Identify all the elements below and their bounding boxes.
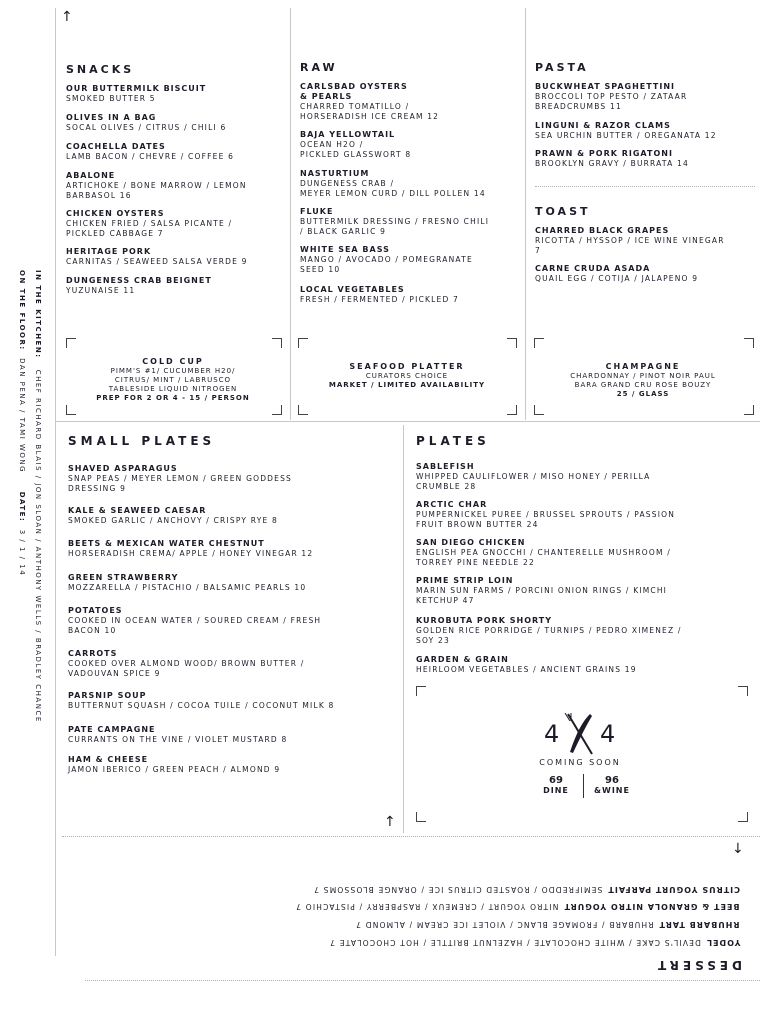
box-line: BARA GRAND CRU ROSE BOUZY [574, 381, 712, 389]
logo [540, 712, 620, 756]
box-title: CHAMPAGNE [605, 362, 681, 371]
menu-item [68, 725, 287, 745]
item-desc: BARBASOL 16 [66, 191, 132, 200]
divider [535, 186, 755, 187]
item-name: CITRUS YOGURT PARFAIT [607, 885, 740, 894]
item-desc: COOKED OVER ALMOND WOOD/ BROWN BUTTER / [68, 659, 305, 668]
divider [403, 425, 404, 833]
item-desc: SMOKED BUTTER 5 [66, 94, 156, 103]
item-desc: / BLACK GARLIC 9 [300, 227, 387, 236]
promo-left-num: 69 [549, 775, 563, 786]
box-price: 25 / GLASS [616, 390, 670, 398]
item-desc: SOY 23 [416, 636, 450, 645]
item-desc: KETCHUP 47 [416, 596, 475, 605]
item-desc: BREADCRUMBS 11 [535, 102, 622, 111]
menu-item [300, 130, 411, 160]
menu-item [300, 169, 486, 199]
divider [290, 8, 291, 420]
item-name: PRIME STRIP LOIN [416, 576, 514, 585]
item-name: CHARRED BLACK GRAPES [535, 226, 670, 235]
divider [85, 980, 760, 981]
fork-knife-icon [562, 712, 598, 756]
item-name: CARLSBAD OYSTERS [300, 82, 408, 91]
menu-item [68, 573, 306, 593]
frame-corner [298, 338, 308, 348]
item-name: CARROTS [68, 649, 118, 658]
menu-item [66, 84, 206, 104]
item-desc: BACON 10 [68, 626, 117, 635]
item-desc: PICKLED CABBAGE 7 [66, 229, 164, 238]
dessert-item [355, 918, 740, 937]
promo-left-word: DINE [543, 786, 569, 795]
item-name: OLIVES IN A BAG [66, 113, 157, 122]
item-desc: YUZUNAISE 11 [66, 286, 136, 295]
item-desc: MOZZARELLA / PISTACHIO / BALSAMIC PEARLS 10 [68, 583, 307, 592]
menu-item [66, 113, 226, 133]
item-desc: COOKED IN OCEAN WATER / SOURED CREAM / FRESH [68, 616, 322, 625]
arrow-down-icon[interactable]: ↓ [732, 841, 744, 857]
menu-item [68, 506, 278, 526]
item-desc: SMOKED GARLIC / ANCHOVY / CRISPY RYE 8 [68, 516, 278, 525]
item-name: FLUKE [300, 207, 334, 216]
champagne-box [538, 361, 748, 399]
menu-item [66, 171, 247, 201]
box-price: PREP FOR 2 OR 4 - 15 / PERSON [96, 394, 250, 402]
item-name: DUNGENESS CRAB BEIGNET [66, 276, 212, 285]
frame-corner [416, 812, 426, 822]
arrow-up-icon[interactable]: ↑ [384, 814, 396, 830]
item-desc: HORSERADISH CREMA/ APPLE / HONEY VINEGAR 12 [68, 549, 314, 558]
promo-left [538, 775, 574, 796]
menu-item [66, 247, 248, 267]
logo-digit-right: 4 [600, 720, 616, 748]
divider [62, 836, 760, 837]
item-desc: MARIN SUN FARMS / PORCINI ONION RINGS / KIMCHI [416, 586, 668, 595]
frame-corner [272, 405, 282, 415]
menu-item [300, 285, 459, 305]
dessert-item [329, 936, 740, 955]
menu-item [535, 149, 689, 169]
divider [525, 8, 526, 420]
menu-item [68, 691, 335, 711]
item-name: ARCTIC CHAR [416, 500, 488, 509]
item-desc: MANGO / AVOCADO / POMEGRANATE [300, 255, 473, 264]
item-desc: SEMIFREDDO / ROASTED CITRUS ICE / ORANGE BLOSSOMS 7 [312, 885, 603, 894]
frame-corner [272, 338, 282, 348]
item-desc: PICKLED GLASSWORT 8 [300, 150, 412, 159]
item-name: POTATOES [68, 606, 123, 615]
section-title-dessert: DESSERT [654, 958, 742, 972]
item-name: BEETS & MEXICAN WATER CHESTNUT [68, 539, 265, 548]
frame-corner [66, 405, 76, 415]
section-title-snacks: SNACKS [66, 63, 135, 76]
item-name: HAM & CHEESE [68, 755, 149, 764]
promo-right [592, 775, 632, 796]
menu-item [416, 462, 651, 492]
item-name: SHAVED ASPARAGUS [68, 464, 178, 473]
item-desc: JAMON IBERICO / GREEN PEACH / ALMOND 9 [68, 765, 281, 774]
menu-item [535, 264, 698, 284]
item-desc: RICOTTA / HYSSOP / ICE WINE VINEGAR [535, 236, 725, 245]
cold-cup-box [70, 356, 276, 403]
staff-kitchen [34, 270, 42, 723]
item-desc: SOCAL OLIVES / CITRUS / CHILI 6 [66, 123, 227, 132]
menu-item [300, 207, 489, 237]
menu-item [416, 538, 671, 568]
coming-soon-text: COMING SOON [539, 758, 621, 767]
promo-right-num: 96 [605, 775, 619, 786]
item-desc: SEA URCHIN BUTTER / OREGANATA 12 [535, 131, 717, 140]
item-desc: FRESH / FERMENTED / PICKLED 7 [300, 295, 459, 304]
item-desc: MEYER LEMON CURD / DILL POLLEN 14 [300, 189, 486, 198]
frame-corner [744, 405, 754, 415]
promo-right-word: &WINE [594, 786, 630, 795]
item-desc: CURRANTS ON THE VINE / VIOLET MUSTARD 8 [68, 735, 288, 744]
item-desc: ENGLISH PEA GNOCCHI / CHANTERELLE MUSHROOM / [416, 548, 671, 557]
item-name: COACHELLA DATES [66, 142, 166, 151]
box-line: TABLESIDE LIQUID NITROGEN [108, 385, 238, 393]
frame-corner [738, 686, 748, 696]
box-title: COLD CUP [142, 357, 204, 366]
item-desc: FRUIT BROWN BUTTER 24 [416, 520, 539, 529]
item-desc: PUMPERNICKEL PUREE / BRUSSEL SPROUTS / PASSION [416, 510, 676, 519]
item-desc: DEVIL'S CAKE / WHITE CHOCOLATE / HAZELNUT BRITTLE / HOT CHOCOLATE 7 [328, 938, 701, 947]
item-desc: CRUMBLE 28 [416, 482, 477, 491]
kitchen-label: IN THE KITCHEN: [34, 270, 42, 359]
section-title-raw: RAW [300, 61, 338, 74]
item-name: BEET & GRANOLA NITRO YOGURT [563, 902, 740, 911]
item-desc: DUNGENESS CRAB / [300, 179, 395, 188]
item-desc: HEIRLOOM VEGETABLES / ANCIENT GRAINS 19 [416, 665, 637, 674]
item-name: PRAWN & PORK RIGATONI [535, 149, 673, 158]
arrow-up-icon[interactable]: ↑ [61, 9, 73, 25]
item-name: PATE CAMPAGNE [68, 725, 156, 734]
item-desc: BUTTERMILK DRESSING / FRESNO CHILI [300, 217, 490, 226]
dessert-item [295, 900, 740, 919]
box-line: CITRUS/ MINT / LABRUSCO [114, 376, 232, 384]
item-desc: SEED 10 [300, 265, 341, 274]
item-desc: RHUBARB / FROMAGE BLANC / VIOLET ICE CREAM / ALMOND 7 [355, 920, 654, 929]
logo-digit-left: 4 [544, 720, 560, 748]
menu-item [535, 121, 717, 141]
item-name: GREEN STRAWBERRY [68, 573, 179, 582]
menu-item [68, 539, 313, 559]
item-name: KUROBUTA PORK SHORTY [416, 616, 553, 625]
kitchen-names: CHEF RICHARD BLAIS / JON SLOAN / ANTHONY WELLS / BRADLEY CHANCE [34, 369, 42, 723]
item-name: RHUBARB TART [659, 920, 740, 929]
item-name: YODEL [705, 938, 740, 947]
menu-item [416, 576, 667, 606]
item-desc: LAMB BACON / CHEVRE / COFFEE 6 [66, 152, 235, 161]
menu-item [416, 616, 682, 646]
menu-item [66, 142, 234, 162]
menu-item [66, 276, 212, 296]
section-title-small-plates: SMALL PLATES [68, 434, 216, 448]
menu-item [66, 209, 232, 239]
item-name: GARDEN & GRAIN [416, 655, 509, 664]
item-desc: BROOKLYN GRAVY / BURRATA 14 [535, 159, 689, 168]
seafood-platter-box [302, 361, 512, 390]
menu-item [416, 500, 675, 530]
item-desc: CHICKEN FRIED / SALSA PICANTE / [66, 219, 233, 228]
section-title-pasta: PASTA [535, 61, 589, 74]
divider [55, 421, 760, 422]
item-desc: CHARRED TOMATILLO / [300, 102, 410, 111]
menu-item [68, 464, 292, 494]
frame-corner [534, 338, 544, 348]
box-title: SEAFOOD PLATTER [349, 362, 465, 371]
item-desc: SNAP PEAS / MEYER LEMON / GREEN GODDESS [68, 474, 292, 483]
item-name: & PEARLS [300, 92, 353, 101]
box-line: CHARDONNAY / PINOT NOIR PAUL [570, 372, 716, 380]
item-desc: NITRO YOGURT / CREMEUX / RASPBERRY / PISTACHIO 7 [295, 902, 559, 911]
section-title-plates: PLATES [416, 434, 490, 448]
item-desc: HORSERADISH ICE CREAM 12 [300, 112, 440, 121]
item-desc: CARNITAS / SEAWEED SALSA VERDE 9 [66, 257, 248, 266]
floor-names: DAN PENA / TAMI WONG [18, 358, 26, 474]
frame-corner [507, 405, 517, 415]
menu-item [68, 755, 280, 775]
floor-label: ON THE FLOOR: [18, 270, 26, 351]
menu-item [68, 649, 304, 679]
item-desc: 7 [535, 246, 541, 255]
divider [55, 8, 56, 956]
date-label: DATE: [18, 491, 26, 523]
item-name: LINGUNI & RAZOR CLAMS [535, 121, 671, 130]
box-line: PIMM'S #1/ CUCUMBER H20/ [110, 367, 236, 375]
item-name: NASTURTIUM [300, 169, 370, 178]
frame-corner [66, 338, 76, 348]
item-name: LOCAL VEGETABLES [300, 285, 405, 294]
item-name: CHICKEN OYSTERS [66, 209, 165, 218]
item-name: SABLEFISH [416, 462, 475, 471]
staff-floor [18, 270, 26, 576]
item-desc: TORREY PINE NEEDLE 22 [416, 558, 535, 567]
frame-corner [744, 338, 754, 348]
item-desc: DRESSING 9 [68, 484, 127, 493]
item-desc: BROCCOLI TOP PESTO / ZATAAR [535, 92, 688, 101]
menu-item [68, 606, 321, 636]
frame-corner [534, 405, 544, 415]
item-name: BUCKWHEAT SPAGHETTINI [535, 82, 676, 91]
box-line: CURATORS CHOICE [365, 372, 449, 380]
item-desc: VADOUVAN SPICE 9 [68, 669, 161, 678]
menu-item [535, 82, 687, 112]
frame-corner [298, 405, 308, 415]
menu-item [300, 245, 473, 275]
date-value: 3 / 1 / 14 [18, 529, 26, 577]
item-name: HERITAGE PORK [66, 247, 152, 256]
frame-corner [738, 812, 748, 822]
item-name: WHITE SEA BASS [300, 245, 390, 254]
item-desc: QUAIL EGG / COTIJA / JALAPENO 9 [535, 274, 699, 283]
box-price: MARKET / LIMITED AVAILABILITY [328, 381, 486, 389]
item-name: OUR BUTTERMILK BISCUIT [66, 84, 207, 93]
item-desc: OCEAN H2O / [300, 140, 364, 149]
item-name: KALE & SEAWEED CAESAR [68, 506, 207, 515]
promo-divider [583, 774, 584, 798]
menu-item [535, 226, 725, 256]
item-name: SAN DIEGO CHICKEN [416, 538, 526, 547]
item-desc: GOLDEN RICE PORRIDGE / TURNIPS / PEDRO XIMENEZ / [416, 626, 682, 635]
item-name: BAJA YELLOWTAIL [300, 130, 396, 139]
menu-item [300, 82, 439, 122]
frame-corner [416, 686, 426, 696]
item-name: PARSNIP SOUP [68, 691, 147, 700]
item-name: CARNE CRUDA ASADA [535, 264, 651, 273]
item-name: ABALONE [66, 171, 116, 180]
section-title-toast: TOAST [535, 205, 591, 218]
item-desc: WHIPPED CAULIFLOWER / MISO HONEY / PERILLA [416, 472, 651, 481]
frame-corner [507, 338, 517, 348]
item-desc: ARTICHOKE / BONE MARROW / LEMON [66, 181, 247, 190]
menu-item [416, 655, 637, 675]
item-desc: BUTTERNUT SQUASH / COCOA TUILE / COCONUT MILK 8 [68, 701, 335, 710]
